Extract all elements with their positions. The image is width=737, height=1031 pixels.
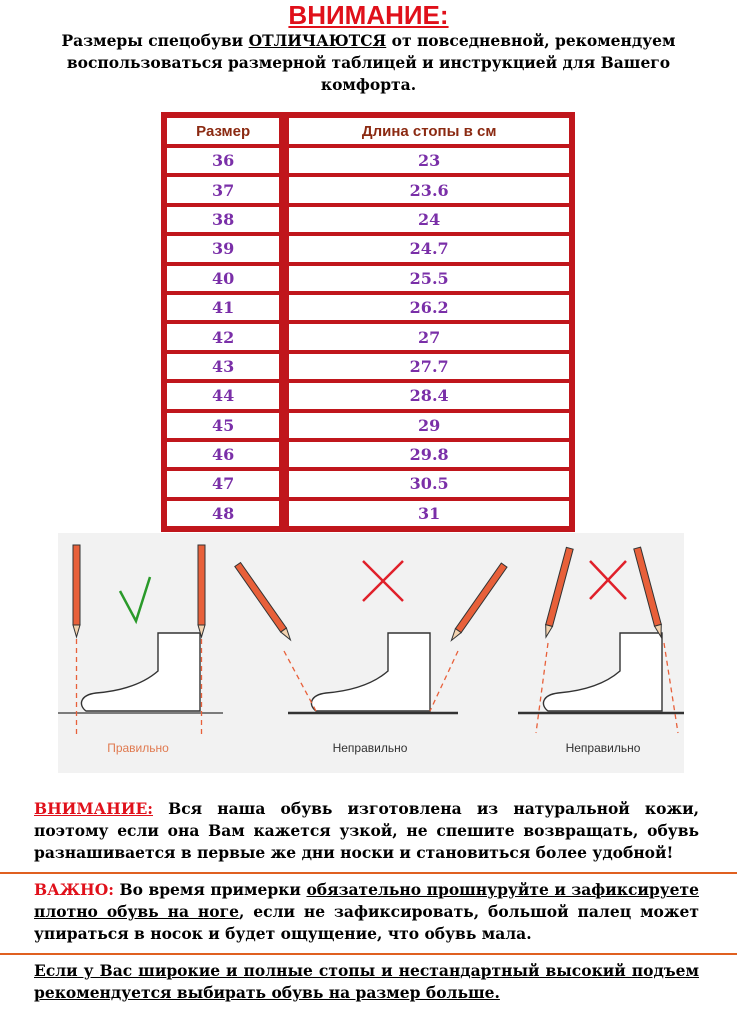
size-row (167, 236, 569, 261)
attention-label: ВНИМАНИЕ: (34, 799, 153, 818)
important-text-2: , если не зафиксировать, большой палец может упираться в носок и будет ощущение, что обувь мала. (34, 902, 699, 943)
foot-length-value: 24.7 (289, 236, 569, 261)
size-value: 45 (167, 413, 279, 438)
caption-correct: Правильно (107, 741, 169, 755)
foot-length-value: 24 (289, 207, 569, 232)
foot-length-value: 28.4 (289, 383, 569, 408)
divider (0, 953, 737, 955)
size-row (167, 207, 569, 232)
foot-length-value: 25.5 (289, 266, 569, 291)
caption-incorrect-1: Неправильно (332, 741, 408, 755)
size-value: 44 (167, 383, 279, 408)
size-row (167, 148, 569, 173)
attention-note (34, 798, 699, 864)
size-row (167, 177, 569, 202)
measurement-illustration (58, 533, 684, 773)
header-size: Размер (167, 118, 279, 144)
important-label: ВАЖНО: (34, 880, 114, 899)
size-value: 41 (167, 295, 279, 320)
size-value: 43 (167, 354, 279, 379)
foot-length-value: 29 (289, 413, 569, 438)
size-value: 48 (167, 501, 279, 526)
intro-emphasis: ОТЛИЧАЮТСЯ (248, 31, 387, 50)
pencil-left (543, 547, 574, 638)
intro-part1: Размеры спецобуви (61, 31, 249, 50)
size-row (167, 471, 569, 496)
foot-length-value: 23 (289, 148, 569, 173)
header-foot-length: Длина стопы в см (289, 118, 569, 144)
size-value: 36 (167, 148, 279, 173)
pencil-left (235, 563, 294, 642)
foot-length-value: 31 (289, 501, 569, 526)
foot-length-value: 27 (289, 324, 569, 349)
size-value: 47 (167, 471, 279, 496)
foot-length-value: 30.5 (289, 471, 569, 496)
pencil-left (73, 545, 80, 637)
incorrect-measurement-figure-1 (235, 561, 507, 755)
cross-icon (590, 561, 626, 599)
important-note (34, 879, 699, 945)
incorrect-measurement-figure-2 (518, 547, 684, 755)
size-row (167, 324, 569, 349)
foot-length-value: 23.6 (289, 177, 569, 202)
foot-length-value: 26.2 (289, 295, 569, 320)
size-value: 46 (167, 442, 279, 467)
caption-incorrect-2: Неправильно (565, 741, 641, 755)
correct-measurement-figure (58, 545, 223, 755)
divider (0, 872, 737, 874)
size-row (167, 501, 569, 526)
important-text-1: Во время примерки (113, 880, 307, 899)
size-value: 39 (167, 236, 279, 261)
size-value: 38 (167, 207, 279, 232)
size-table (161, 112, 575, 532)
pencil-right (449, 563, 508, 642)
size-row (167, 295, 569, 320)
size-row (167, 442, 569, 467)
intro-part2: от повседневной, рекомендуем воспользоваться размерной таблицей и инструкцией для Вашего комфорта. (66, 31, 676, 94)
size-value: 37 (167, 177, 279, 202)
check-icon (120, 577, 150, 621)
pencil-right (634, 547, 665, 638)
intro-text (20, 30, 717, 96)
wide-feet-note: Если у Вас широкие и полные стопы и нестандартный высокий подъем рекомендуется выбирать обувь на размер больше. (34, 961, 699, 1002)
size-value: 40 (167, 266, 279, 291)
pencil-right (198, 545, 205, 637)
size-row (167, 266, 569, 291)
foot-length-value: 27.7 (289, 354, 569, 379)
size-row (167, 354, 569, 379)
cross-icon (363, 561, 403, 601)
attention-text: Вся наша обувь изготовлена из натуральной кожи, поэтому если она Вам кажется узкой, не спешите возвращать, обувь разнашивается в первые же дни носки и становиться более удобной! (34, 799, 699, 862)
size-row (167, 413, 569, 438)
size-row (167, 383, 569, 408)
attention-heading: ВНИМАНИЕ: (288, 0, 449, 30)
size-value: 42 (167, 324, 279, 349)
important-underlined: обязательно прошнуруйте и зафиксируете плотно обувь на ноге (34, 880, 699, 921)
foot-length-value: 29.8 (289, 442, 569, 467)
